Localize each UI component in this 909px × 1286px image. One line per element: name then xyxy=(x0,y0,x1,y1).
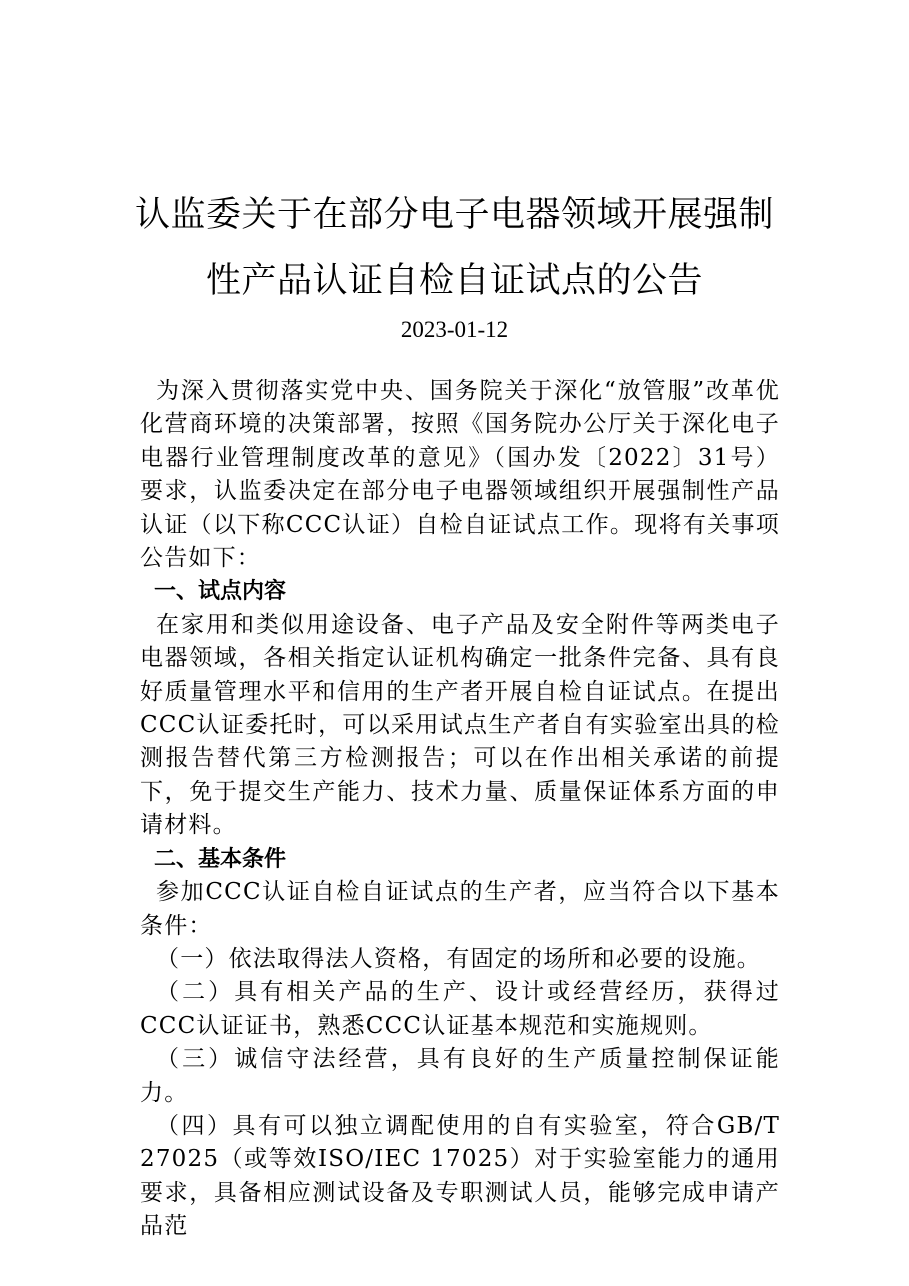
intro-paragraph: 为深入贯彻落实党中央、国务院关于深化“放管服”改革优化营商环境的决策部署，按照《国务院办公厅关于深化电子电器行业管理制度改革的意见》（国办发〔2022〕31号）要求，认监委决定在部分电子电器领域组织开展强制性产品认证（以下称CCC认证）自检自证试点工作。现将有关事项公告如下： xyxy=(140,378,780,572)
document-body xyxy=(140,375,780,1244)
section-1-heading: 一、试点内容 xyxy=(154,579,287,605)
condition-1: （一）依法取得法人资格，有固定的场所和必要的设施。 xyxy=(156,945,761,972)
document-title-line-2: 性产品认证自检自证试点的公告 xyxy=(205,261,703,301)
condition-4: （四）具有可以独立调配使用的自有实验室，符合GB/T 27025（或等效ISO/IEC 17025）对于实验室能力的通用要求，具备相应测试设备及专职测试人员，能够完成申请产品范 xyxy=(140,1112,780,1240)
document-title-line-1: 认监委关于在部分电子电器领域开展强制 xyxy=(134,195,774,235)
section-2-heading: 二、基本条件 xyxy=(154,846,287,872)
condition-2: （二）具有相关产品的生产、设计或经营经历，获得过CCC认证证书，熟悉CCC认证基本规范和实施规则。 xyxy=(140,979,780,1039)
condition-3: （三）诚信守法经营，具有良好的生产质量控制保证能力。 xyxy=(140,1046,780,1106)
section-1-paragraph: 在家用和类似用途设备、电子产品及安全附件等两类电子电器领域，各相关指定认证机构确定一批条件完备、具有良好质量管理水平和信用的生产者开展自检自证试点。在提出CCC认证委托时，可以采用试点生产者自有实验室出具的检测报告替代第三方检测报告；可以在作出相关承诺的前提下，免于提交生产能力、技术力量、质量保证体系方面的申请材料。 xyxy=(140,611,780,839)
section-2-intro-paragraph: 参加CCC认证自检自证试点的生产者，应当符合以下基本条件： xyxy=(140,879,780,939)
publish-date: 2023-01-12 xyxy=(400,317,509,342)
